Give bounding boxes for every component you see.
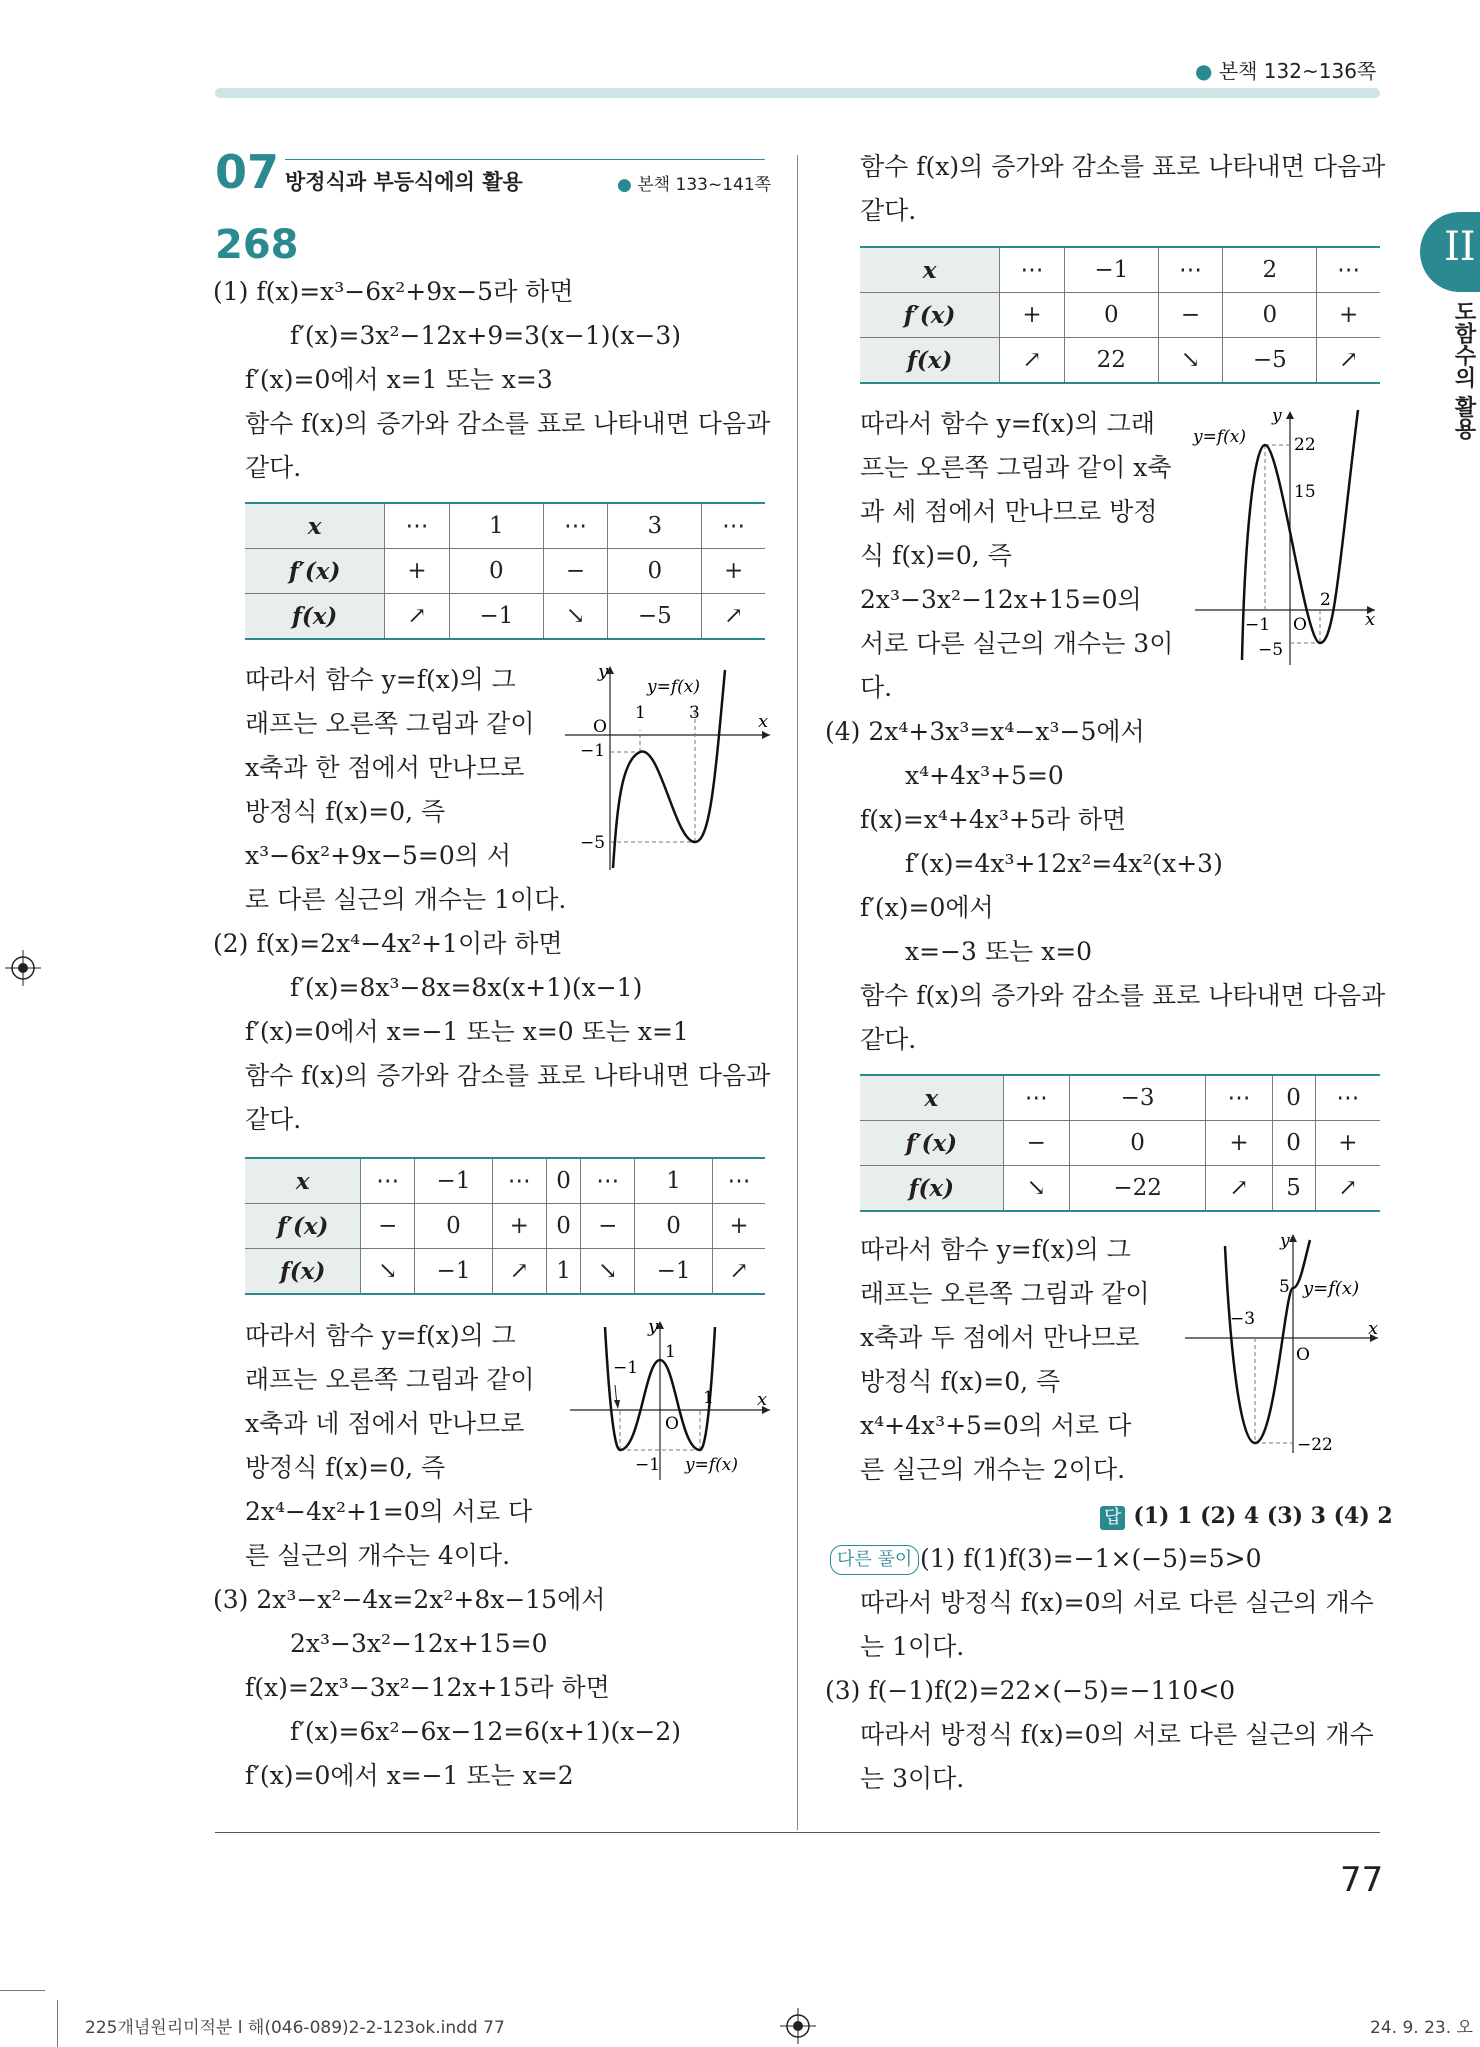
table-cell: + [1000, 293, 1065, 338]
x-axis-label: x [758, 711, 769, 732]
section-number: 07 [215, 145, 280, 199]
y-axis-label: y [1272, 406, 1282, 426]
header-bar [215, 88, 1380, 98]
tick-label: −1 [580, 741, 606, 761]
table-cell: 0 [415, 1204, 493, 1249]
variation-table-1 [245, 502, 765, 640]
table-cell: f(x) [860, 338, 1000, 384]
text-line: 따라서 방정식 f(x)=0의 서로 다른 실근의 개수 [860, 1720, 1374, 1749]
table-cell: −1 [415, 1158, 493, 1204]
table-row [860, 1075, 1380, 1121]
text-line: 로 다른 실근의 개수는 1이다. [245, 885, 567, 914]
registration-mark-icon [5, 950, 41, 986]
table-row [860, 338, 1380, 384]
text-line: f′(x)=8x³−8x=8x(x+1)(x−1) [290, 973, 643, 1002]
text-line: f′(x)=0에서 x=1 또는 x=3 [245, 365, 553, 394]
section-rule [285, 159, 765, 160]
table-cell: ⋯ [543, 503, 608, 549]
text-line: x축과 네 점에서 만나므로 [245, 1409, 525, 1438]
text-line: 른 실근의 개수는 4이다. [245, 1541, 511, 1570]
text-line: 같다. [860, 196, 917, 225]
table-cell: −1 [449, 594, 543, 640]
tick-label: −3 [1230, 1309, 1256, 1329]
text-line: x⁴+4x³+5=0의 서로 다 [860, 1411, 1132, 1440]
table-cell: ↘ [1158, 338, 1223, 384]
table-cell: ↗ [492, 1249, 546, 1295]
graph-4 [1180, 1228, 1380, 1458]
table-row [860, 1166, 1380, 1212]
table-cell: −3 [1069, 1075, 1206, 1121]
table-cell: + [1206, 1121, 1272, 1166]
text-line: 2x⁴−4x²+1=0의 서로 다 [245, 1497, 533, 1526]
text-line: 프는 오른쪽 그림과 같이 x축 [860, 453, 1172, 482]
crop-mark [57, 2000, 58, 2047]
text-line: (4) 2x⁴+3x³=x⁴−x³−5에서 [825, 717, 1145, 746]
header-ref: ● 본책 132~136쪽 [1195, 59, 1377, 83]
table-cell: x [245, 1158, 361, 1204]
tick-label: −22 [1297, 1435, 1333, 1455]
table-cell: −1 [635, 1249, 713, 1295]
text-line: 래프는 오른쪽 그림과 같이 [245, 709, 535, 738]
tick-label: −5 [580, 833, 606, 853]
text-line: x축과 한 점에서 만나므로 [245, 753, 525, 782]
table-cell: f(x) [245, 594, 385, 640]
table-cell: ↘ [581, 1249, 635, 1295]
table-cell: ↗ [1000, 338, 1065, 384]
tick-label: −1 [1245, 615, 1271, 635]
table-row [245, 1249, 765, 1295]
tick-label: −1 [613, 1358, 639, 1378]
x-axis-label: x [1368, 1318, 1379, 1339]
text-line: x⁴+4x³+5=0 [905, 761, 1064, 790]
registration-mark-icon [780, 2008, 816, 2044]
table-cell: f′(x) [245, 1204, 361, 1249]
text-line: 같다. [245, 453, 302, 482]
origin-label: O [1296, 1345, 1310, 1365]
table-cell: 0 [1223, 293, 1317, 338]
func-label: y=f(x) [1193, 427, 1246, 447]
table-cell: ↗ [712, 1249, 765, 1295]
table-cell: − [543, 549, 608, 594]
text-line: (1) f(1)f(3)=−1×(−5)=5>0 [920, 1544, 1262, 1573]
table-cell: ↗ [702, 594, 765, 640]
table-cell: −1 [415, 1249, 493, 1295]
text-line: 방정식 f(x)=0, 즉 [245, 797, 446, 826]
text-line: f(x)=x⁴+4x³+5라 하면 [860, 805, 1127, 834]
text-line: 방정식 f(x)=0, 즉 [860, 1367, 1061, 1396]
tick-label: 22 [1294, 435, 1316, 455]
table-cell: 0 [1064, 293, 1158, 338]
table-row [860, 293, 1380, 338]
text-line: f(x)=2x³−3x²−12x+15라 하면 [245, 1673, 610, 1702]
tick-label: 5 [1279, 1277, 1290, 1297]
chapter-tab: II [1420, 212, 1480, 292]
text-line: f′(x)=0에서 x=−1 또는 x=0 또는 x=1 [245, 1017, 689, 1046]
table-cell: ⋯ [492, 1158, 546, 1204]
text-line: 따라서 함수 y=f(x)의 그 [860, 1235, 1131, 1264]
text-line: 다. [860, 673, 893, 702]
table-cell: ↘ [361, 1249, 415, 1295]
section-title: 방정식과 부등식에의 활용 [285, 170, 523, 194]
alt-solution-badge: 다른 풀이 [830, 1545, 919, 1575]
text-line: 따라서 함수 y=f(x)의 그래 [860, 409, 1155, 438]
y-axis-label: y [1280, 1231, 1290, 1251]
table-row [860, 1121, 1380, 1166]
func-label: y=f(x) [685, 1455, 738, 1475]
table-cell: 22 [1064, 338, 1158, 384]
footer-date: 24. 9. 23. 오 [1370, 2018, 1473, 2038]
column-divider [797, 155, 798, 1830]
variation-table-3 [860, 246, 1380, 384]
graph-3 [1190, 405, 1380, 670]
tick-label: 3 [689, 703, 700, 723]
chapter-label: 도함수의 활용 [1451, 300, 1476, 440]
text-line: 래프는 오른쪽 그림과 같이 [860, 1279, 1150, 1308]
table-cell: + [1317, 293, 1380, 338]
tick-label: 2 [1320, 590, 1331, 610]
text-line: 함수 f(x)의 증가와 감소를 표로 나타내면 다음과 [860, 981, 1386, 1010]
table-cell: ↗ [385, 594, 450, 640]
bottom-rule [215, 1832, 1380, 1833]
text-line: x=−3 또는 x=0 [905, 937, 1093, 966]
table-cell: ⋯ [1317, 247, 1380, 293]
table-cell: f(x) [860, 1166, 1003, 1212]
text-line: 2x³−3x²−12x+15=0의 [860, 585, 1142, 614]
y-axis-label: y [598, 661, 609, 682]
text-line: 른 실근의 개수는 2이다. [860, 1455, 1126, 1484]
variation-table-4 [860, 1074, 1380, 1212]
tick-label: 1 [635, 703, 646, 723]
text-line: f′(x)=4x³+12x²=4x²(x+3) [905, 849, 1223, 878]
table-row [245, 1204, 765, 1249]
table-cell: ⋯ [385, 503, 450, 549]
table-cell: + [702, 549, 765, 594]
table-cell: ⋯ [1206, 1075, 1272, 1121]
x-axis-label: x [757, 1389, 768, 1410]
text-line: 는 1이다. [860, 1632, 965, 1661]
graph-2 [565, 1315, 775, 1485]
table-cell: 0 [546, 1204, 581, 1249]
table-cell: f(x) [245, 1249, 361, 1295]
problem-number: 268 [215, 222, 299, 268]
text-line: f′(x)=3x²−12x+9=3(x−1)(x−3) [290, 321, 681, 350]
text-line: 는 3이다. [860, 1764, 965, 1793]
text-line: 서로 다른 실근의 개수는 3이 [860, 629, 1174, 658]
table-row [245, 594, 765, 640]
tick-label: −1 [635, 1455, 661, 1475]
text-line: f′(x)=0에서 [860, 893, 994, 922]
func-label: y=f(x) [647, 677, 700, 697]
text-line: (3) 2x³−x²−4x=2x²+8x−15에서 [213, 1585, 606, 1614]
text-line: x축과 두 점에서 만나므로 [860, 1323, 1140, 1352]
table-cell: 0 [1069, 1121, 1206, 1166]
text-line: f′(x)=0에서 x=−1 또는 x=2 [245, 1761, 574, 1790]
answer-badge: 답 [1100, 1506, 1125, 1530]
table-cell: ↗ [1206, 1166, 1272, 1212]
text-line: 래프는 오른쪽 그림과 같이 [245, 1365, 535, 1394]
table-cell: f′(x) [860, 1121, 1003, 1166]
table-cell: ⋯ [1158, 247, 1223, 293]
text-line: (2) f(x)=2x⁴−4x²+1이라 하면 [213, 929, 563, 958]
table-cell: + [492, 1204, 546, 1249]
text-line: f′(x)=6x²−6x−12=6(x+1)(x−2) [290, 1717, 681, 1746]
text-line: 과 세 점에서 만나므로 방정 [860, 497, 1158, 526]
text-line: 함수 f(x)의 증가와 감소를 표로 나타내면 다음과 [245, 1061, 771, 1090]
table-cell: x [245, 503, 385, 549]
answer-text: (1) 1 (2) 4 (3) 3 (4) 2 [1133, 1503, 1393, 1529]
table-cell: 0 [608, 549, 702, 594]
table-cell: 3 [608, 503, 702, 549]
origin-label: O [665, 1414, 679, 1434]
table-cell: −1 [1064, 247, 1158, 293]
text-line: 같다. [245, 1105, 302, 1134]
text-line: x³−6x²+9x−5=0의 서 [245, 841, 512, 870]
y-axis-label: y [648, 1316, 659, 1337]
table-cell: ↘ [1003, 1166, 1069, 1212]
table-cell: + [1315, 1121, 1380, 1166]
text-line: 함수 f(x)의 증가와 감소를 표로 나타내면 다음과 [860, 152, 1386, 181]
tick-label: 1 [703, 1388, 714, 1408]
text-line: (1) f(x)=x³−6x²+9x−5라 하면 [213, 277, 574, 306]
text-line: 따라서 방정식 f(x)=0의 서로 다른 실근의 개수 [860, 1588, 1374, 1617]
table-cell: ⋯ [1315, 1075, 1380, 1121]
func-label: y=f(x) [1303, 1278, 1360, 1299]
table-cell: x [860, 1075, 1003, 1121]
table-cell: ↘ [543, 594, 608, 640]
text-line: 방정식 f(x)=0, 즉 [245, 1453, 446, 1482]
table-cell: 1 [449, 503, 543, 549]
x-axis-label: x [1365, 609, 1376, 630]
table-cell: ↗ [1315, 1166, 1380, 1212]
text-line: 따라서 함수 y=f(x)의 그 [245, 665, 516, 694]
table-cell: ⋯ [1000, 247, 1065, 293]
table-cell: ↗ [1317, 338, 1380, 384]
table-cell: − [361, 1204, 415, 1249]
table-cell: ⋯ [1003, 1075, 1069, 1121]
text-line: 식 f(x)=0, 즉 [860, 541, 1012, 570]
tick-label: −5 [1258, 640, 1284, 660]
text-line: 같다. [860, 1025, 917, 1054]
table-cell: 0 [546, 1158, 581, 1204]
table-cell: 1 [546, 1249, 581, 1295]
table-cell: ⋯ [361, 1158, 415, 1204]
table-cell: + [385, 549, 450, 594]
table-row [245, 1158, 765, 1204]
table-row [860, 247, 1380, 293]
origin-label: O [1293, 615, 1307, 635]
table-cell: 0 [1272, 1121, 1315, 1166]
table-cell: 0 [635, 1204, 713, 1249]
table-cell: ⋯ [712, 1158, 765, 1204]
table-cell: 5 [1272, 1166, 1315, 1212]
table-cell: 0 [449, 549, 543, 594]
section-ref: ● 본책 133~141쪽 [617, 175, 772, 195]
table-cell: 0 [1272, 1075, 1315, 1121]
table-cell: f′(x) [245, 549, 385, 594]
graph-1 [565, 660, 775, 880]
answer-line [1100, 1493, 1393, 1538]
origin-label: O [593, 717, 607, 737]
table-cell: −5 [1223, 338, 1317, 384]
table-cell: x [860, 247, 1000, 293]
text-line: 따라서 함수 y=f(x)의 그 [245, 1321, 516, 1350]
table-row [245, 503, 765, 549]
table-cell: − [1003, 1121, 1069, 1166]
table-cell: + [712, 1204, 765, 1249]
table-cell: −5 [608, 594, 702, 640]
tick-label: 15 [1294, 482, 1316, 502]
text-line: 2x³−3x²−12x+15=0 [290, 1629, 548, 1658]
table-cell: ⋯ [702, 503, 765, 549]
table-cell: f′(x) [860, 293, 1000, 338]
table-cell: 2 [1223, 247, 1317, 293]
table-row [245, 549, 765, 594]
tick-label: 1 [665, 1342, 676, 1362]
table-cell: − [581, 1204, 635, 1249]
variation-table-2 [245, 1157, 765, 1295]
text-line: 함수 f(x)의 증가와 감소를 표로 나타내면 다음과 [245, 409, 771, 438]
text-line: (3) f(−1)f(2)=22×(−5)=−110<0 [825, 1676, 1236, 1705]
table-cell: − [1158, 293, 1223, 338]
table-cell: 1 [635, 1158, 713, 1204]
table-cell: ⋯ [581, 1158, 635, 1204]
footer-file: 225개념원리미적분 l 해(046-089)2-2-123ok.indd 77 [85, 2018, 505, 2038]
page-number: 77 [1340, 1860, 1384, 1900]
crop-mark [0, 1990, 45, 1991]
table-cell: −22 [1069, 1166, 1206, 1212]
